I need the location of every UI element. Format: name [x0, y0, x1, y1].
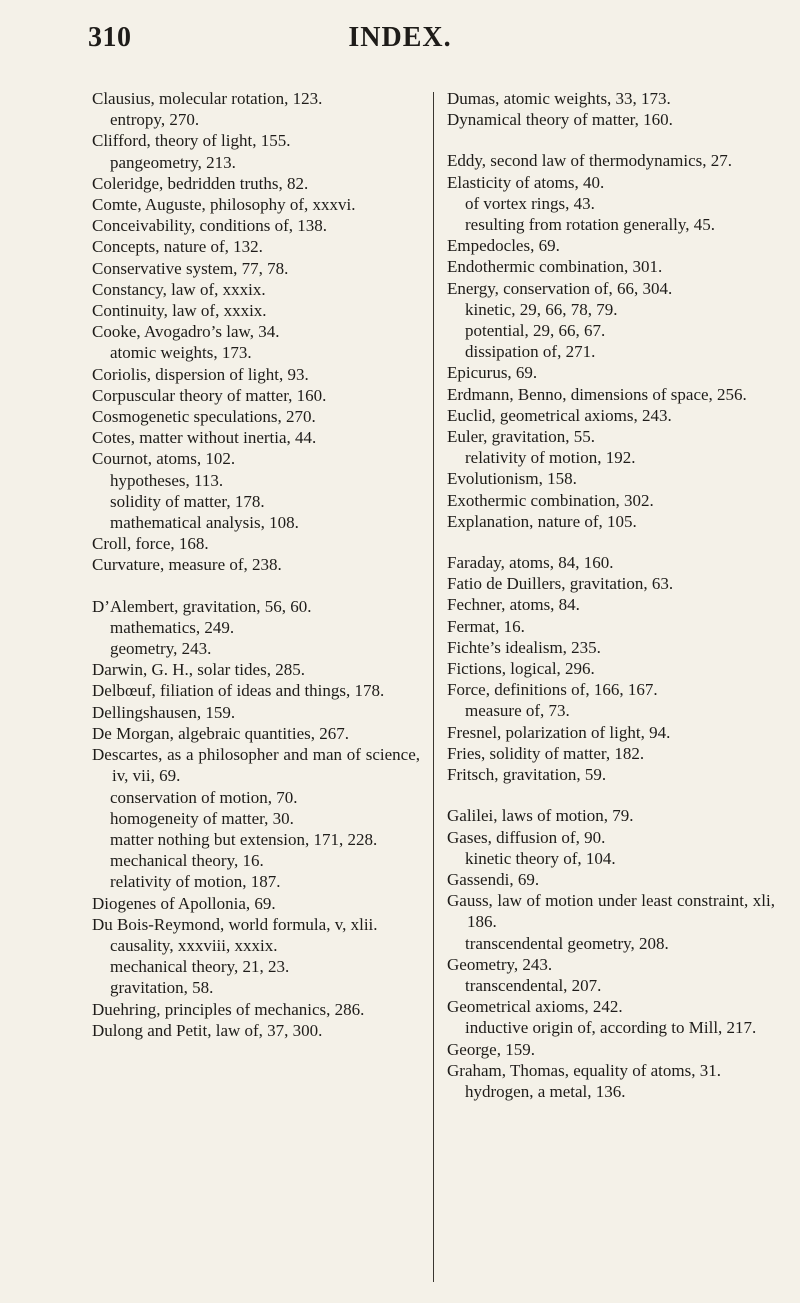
index-subentry: atomic weights, 173. — [110, 343, 252, 363]
index-entry: Explanation, nature of, 105. — [447, 511, 637, 531]
index-entry: Fritsch, gravitation, 59. — [447, 765, 607, 785]
index-entry: Coleridge, bedridden truths, 82. — [92, 173, 309, 193]
index-entry: Dumas, atomic weights, 33, 173. — [447, 89, 671, 108]
index-entry: Cooke, Avogadro’s law, 34. — [92, 322, 280, 342]
index-entry: Geometry, 243. — [447, 954, 553, 974]
index-letter-group — [447, 805, 775, 1102]
index-entry: Continuity, law of, xxxix. — [92, 301, 267, 321]
index-letter-group — [92, 88, 420, 576]
index-subentry: hypotheses, 113. — [110, 470, 224, 490]
index-entry: Fermat, 16. — [447, 616, 525, 636]
index-entry: Coriolis, dispersion of light, 93. — [92, 364, 309, 384]
index-subentry: geometry, 243. — [110, 639, 212, 659]
index-entry: Erdmann, Benno, dimensions of space, 256. — [447, 384, 747, 404]
page-header — [0, 22, 800, 62]
index-entry: Fatio de Duillers, gravitation, 63. — [447, 574, 674, 594]
index-entry: Fries, solidity of matter, 182. — [447, 743, 645, 763]
index-entry: Conceivability, conditions of, 138. — [92, 216, 327, 236]
page-number: 310 — [88, 22, 132, 53]
index-letter-group — [447, 150, 775, 532]
index-column-right — [447, 88, 775, 1122]
index-entry: Elasticity of atoms, 40. — [447, 172, 605, 192]
index-entry: Diogenes of Apollonia, 69. — [92, 893, 276, 913]
index-entry: Force, definitions of, 166, 167. — [447, 680, 658, 700]
index-entry: Corpuscular theory of matter, 160. — [92, 385, 327, 405]
index-subentry: kinetic theory of, 104. — [465, 848, 616, 868]
index-subentry: mathematics, 249. — [110, 617, 235, 637]
index-subentry: entropy, 270. — [110, 110, 200, 130]
index-entry: George, 159. — [447, 1039, 535, 1059]
index-entry: Epicurus, 69. — [447, 363, 538, 383]
index-subentry: gravitation, 58. — [110, 978, 214, 998]
index-entry: Endothermic combination, 301. — [447, 257, 663, 277]
index-entry: Empedocles, 69. — [447, 236, 560, 256]
index-subentry: transcendental, 207. — [465, 975, 602, 995]
column-divider — [433, 92, 434, 1282]
index-entry: Curvature, measure of, 238. — [92, 555, 282, 575]
index-entry: Cosmogenetic speculations, 270. — [92, 407, 316, 427]
index-subentry: mechanical theory, 16. — [110, 851, 264, 871]
index-entry: Constancy, law of, xxxix. — [92, 279, 266, 299]
index-entry: Croll, force, 168. — [92, 534, 209, 554]
index-subentry: relativity of motion, 192. — [465, 448, 636, 468]
index-letter-group — [92, 596, 420, 1041]
index-entry: Dulong and Petit, law of, 37, 300. — [92, 1020, 323, 1040]
index-entry: Gauss, law of motion under least constraint, xli, 186. — [447, 891, 775, 932]
index-entry: Gases, diffusion of, 90. — [447, 827, 606, 847]
running-title: INDEX. — [348, 22, 452, 53]
index-subentry: mechanical theory, 21, 23. — [110, 957, 290, 977]
index-entry: Graham, Thomas, equality of atoms, 31. — [447, 1060, 721, 1080]
index-entry: Euler, gravitation, 55. — [447, 427, 596, 447]
index-subentry: kinetic, 29, 66, 78, 79. — [465, 299, 618, 319]
index-entry: Descartes, as a philosopher and man of science, iv, vii, 69. — [92, 745, 420, 786]
index-entry: Cotes, matter without inertia, 44. — [92, 428, 317, 448]
index-entry: Faraday, atoms, 84, 160. — [447, 553, 614, 573]
index-entry: Clausius, molecular rotation, 123. — [92, 89, 323, 108]
index-entry: Energy, conservation of, 66, 304. — [447, 278, 673, 298]
index-entry: Gassendi, 69. — [447, 869, 540, 889]
index-entry: Galilei, laws of motion, 79. — [447, 806, 634, 826]
index-letter-group — [447, 552, 775, 785]
index-entry: Fictions, logical, 296. — [447, 659, 595, 679]
index-entry: Concepts, nature of, 132. — [92, 237, 263, 257]
index-entry: D’Alembert, gravitation, 56, 60. — [92, 596, 312, 616]
index-subentry: measure of, 73. — [465, 701, 570, 721]
index-column-left — [92, 88, 420, 1061]
index-entry: Evolutionism, 158. — [447, 469, 577, 489]
index-subentry: mathematical analysis, 108. — [110, 513, 299, 533]
index-entry: Euclid, geometrical axioms, 243. — [447, 405, 672, 425]
index-subentry: transcendental geometry, 208. — [465, 933, 669, 953]
index-subentry: relativity of motion, 187. — [110, 872, 281, 892]
index-entry: Darwin, G. H., solar tides, 285. — [92, 660, 305, 680]
index-subentry: homogeneity of matter, 30. — [110, 808, 294, 828]
index-entry: Comte, Auguste, philosophy of, xxxvi. — [92, 195, 356, 215]
index-subentry: causality, xxxviii, xxxix. — [110, 935, 278, 955]
index-subentry: potential, 29, 66, 67. — [465, 321, 606, 341]
index-subentry: solidity of matter, 178. — [110, 491, 265, 511]
index-entry: Dellingshausen, 159. — [92, 702, 236, 722]
index-subentry: of vortex rings, 43. — [465, 193, 595, 213]
index-subentry: conservation of motion, 70. — [110, 787, 298, 807]
index-entry: Cournot, atoms, 102. — [92, 449, 236, 469]
index-entry: Geometrical axioms, 242. — [447, 997, 623, 1017]
index-entry: Duehring, principles of mechanics, 286. — [92, 999, 365, 1019]
index-entry: Eddy, second law of thermodynamics, 27. — [447, 151, 732, 171]
index-entry: Conservative system, 77, 78. — [92, 258, 289, 278]
index-entry: Delbœuf, filiation of ideas and things, 178. — [92, 681, 385, 701]
index-subentry: hydrogen, a metal, 136. — [465, 1081, 626, 1101]
index-letter-group — [447, 88, 775, 130]
index-subentry: matter nothing but extension, 171, 228. — [110, 829, 378, 849]
index-entry: De Morgan, algebraic quantities, 267. — [92, 723, 349, 743]
index-entry: Fichte’s idealism, 235. — [447, 637, 601, 657]
index-subentry: dissipation of, 271. — [465, 342, 596, 362]
index-subentry: resulting from rotation generally, 45. — [465, 215, 716, 235]
index-entry: Fechner, atoms, 84. — [447, 595, 580, 615]
index-entry: Du Bois-Reymond, world formula, v, xlii. — [92, 914, 378, 934]
index-subentry: pangeometry, 213. — [110, 152, 236, 172]
index-entry: Clifford, theory of light, 155. — [92, 131, 291, 151]
index-entry: Exothermic combination, 302. — [447, 490, 654, 510]
index-entry: Dynamical theory of matter, 160. — [447, 110, 673, 130]
index-subentry: inductive origin of, according to Mill, 217. — [465, 1018, 757, 1038]
index-entry: Fresnel, polarization of light, 94. — [447, 722, 671, 742]
